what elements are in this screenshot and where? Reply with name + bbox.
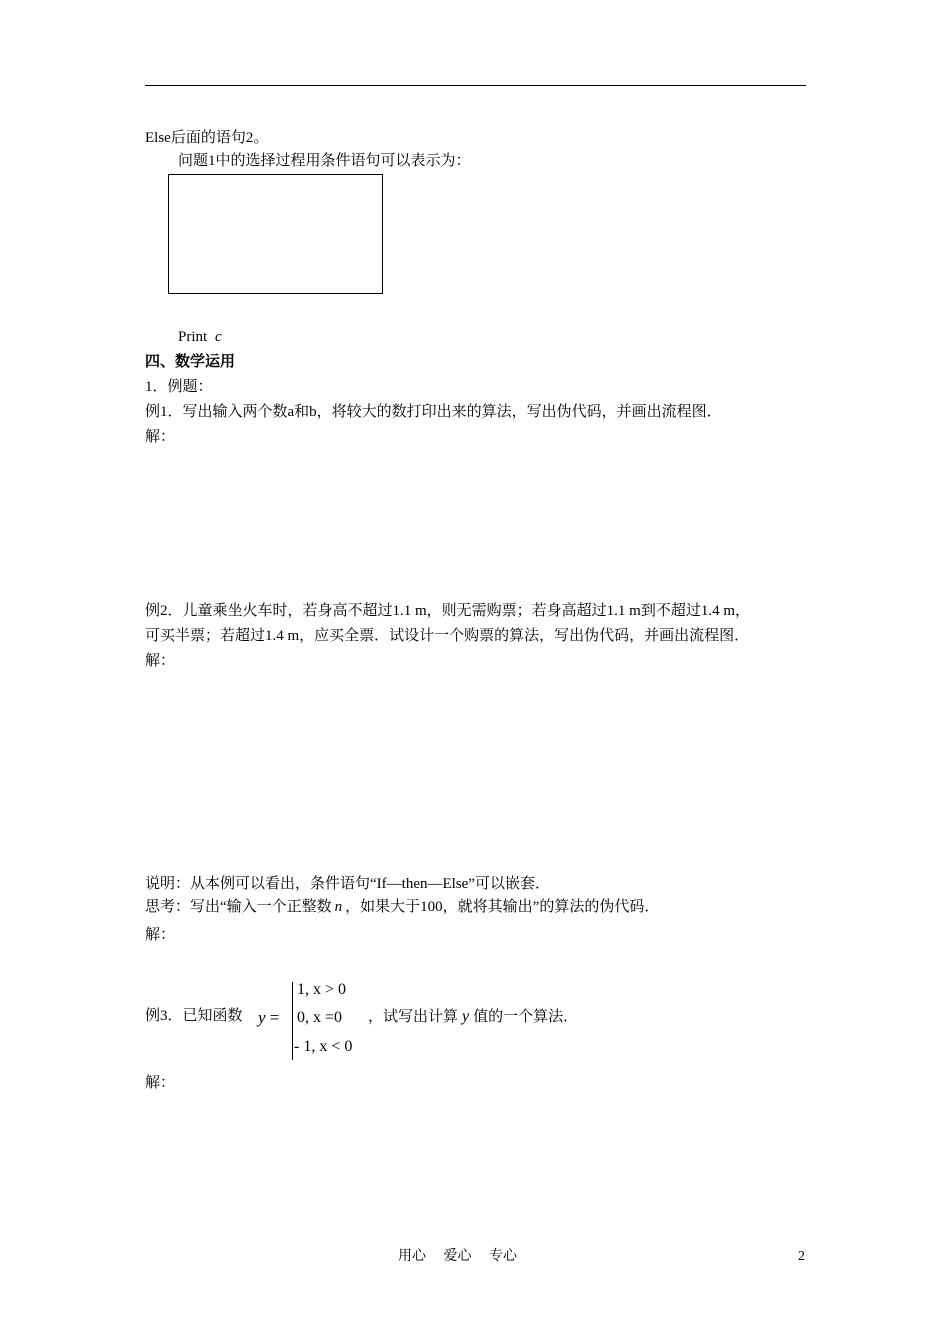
example-2-line1: 例2．儿童乘坐火车时，若身高不超过1.1 m，则无需购票；若身高超过1.1 m到不超过1.4 m， xyxy=(145,603,751,619)
print-variable: c xyxy=(214,329,222,345)
footer-motto: 用心 爱心 专心 xyxy=(398,1249,517,1264)
think-line xyxy=(145,898,659,916)
solution-label-1: 解： xyxy=(145,429,176,445)
piecewise-case-1: 1, x > 0 xyxy=(297,981,347,998)
solution-label-4: 解： xyxy=(145,1075,176,1091)
solution-label-3: 解： xyxy=(145,927,176,943)
example-2-line2: 可买半票；若超过1.4 m，应买全票．试设计一个购票的算法，写出伪代码，并画出流程图． xyxy=(145,628,750,644)
example-3-y: y xyxy=(462,1008,470,1025)
example-3-prefix: 例3．已知函数 xyxy=(145,1008,243,1024)
piecewise-case-2: 0, x =0 xyxy=(297,1009,343,1026)
blank-answer-box xyxy=(168,174,383,294)
text-line-problem1: 问题1中的选择过程用条件语句可以表示为： xyxy=(178,153,471,169)
example-3-suffix-text: ，试写出计算 xyxy=(368,1009,459,1025)
piecewise-case-3: - 1, x < 0 xyxy=(294,1038,353,1055)
print-statement xyxy=(178,328,222,346)
example-3-suffix xyxy=(368,1007,578,1026)
piecewise-brace xyxy=(292,982,293,1060)
example-1: 例1．写出输入两个数a和b，将较大的数打印出来的算法，写出伪代码，并画出流程图． xyxy=(145,404,722,420)
think-prefix: 思考：写出“输入一个正整数 xyxy=(145,899,332,915)
examples-label: 1．例题： xyxy=(145,379,213,395)
header-rule xyxy=(145,85,806,86)
page-number: 2 xyxy=(798,1249,805,1264)
text-line-else: Else后面的语句2。 xyxy=(145,130,269,146)
think-variable: n xyxy=(334,899,343,915)
function-equals: = xyxy=(265,1008,280,1027)
note-line: 说明：从本例可以看出，条件语句“If—then—Else”可以嵌套． xyxy=(145,876,550,892)
think-suffix: ，如果大于100，就将其输出”的算法的伪代码． xyxy=(345,899,660,915)
example-3-suffix-text-2: 值的一个算法． xyxy=(473,1009,579,1025)
solution-label-2: 解： xyxy=(145,653,176,669)
function-y-symbol: y xyxy=(258,1008,266,1027)
print-keyword: Print xyxy=(178,329,208,345)
section-heading: 四、数学运用 xyxy=(145,354,236,370)
function-y xyxy=(258,1008,279,1028)
